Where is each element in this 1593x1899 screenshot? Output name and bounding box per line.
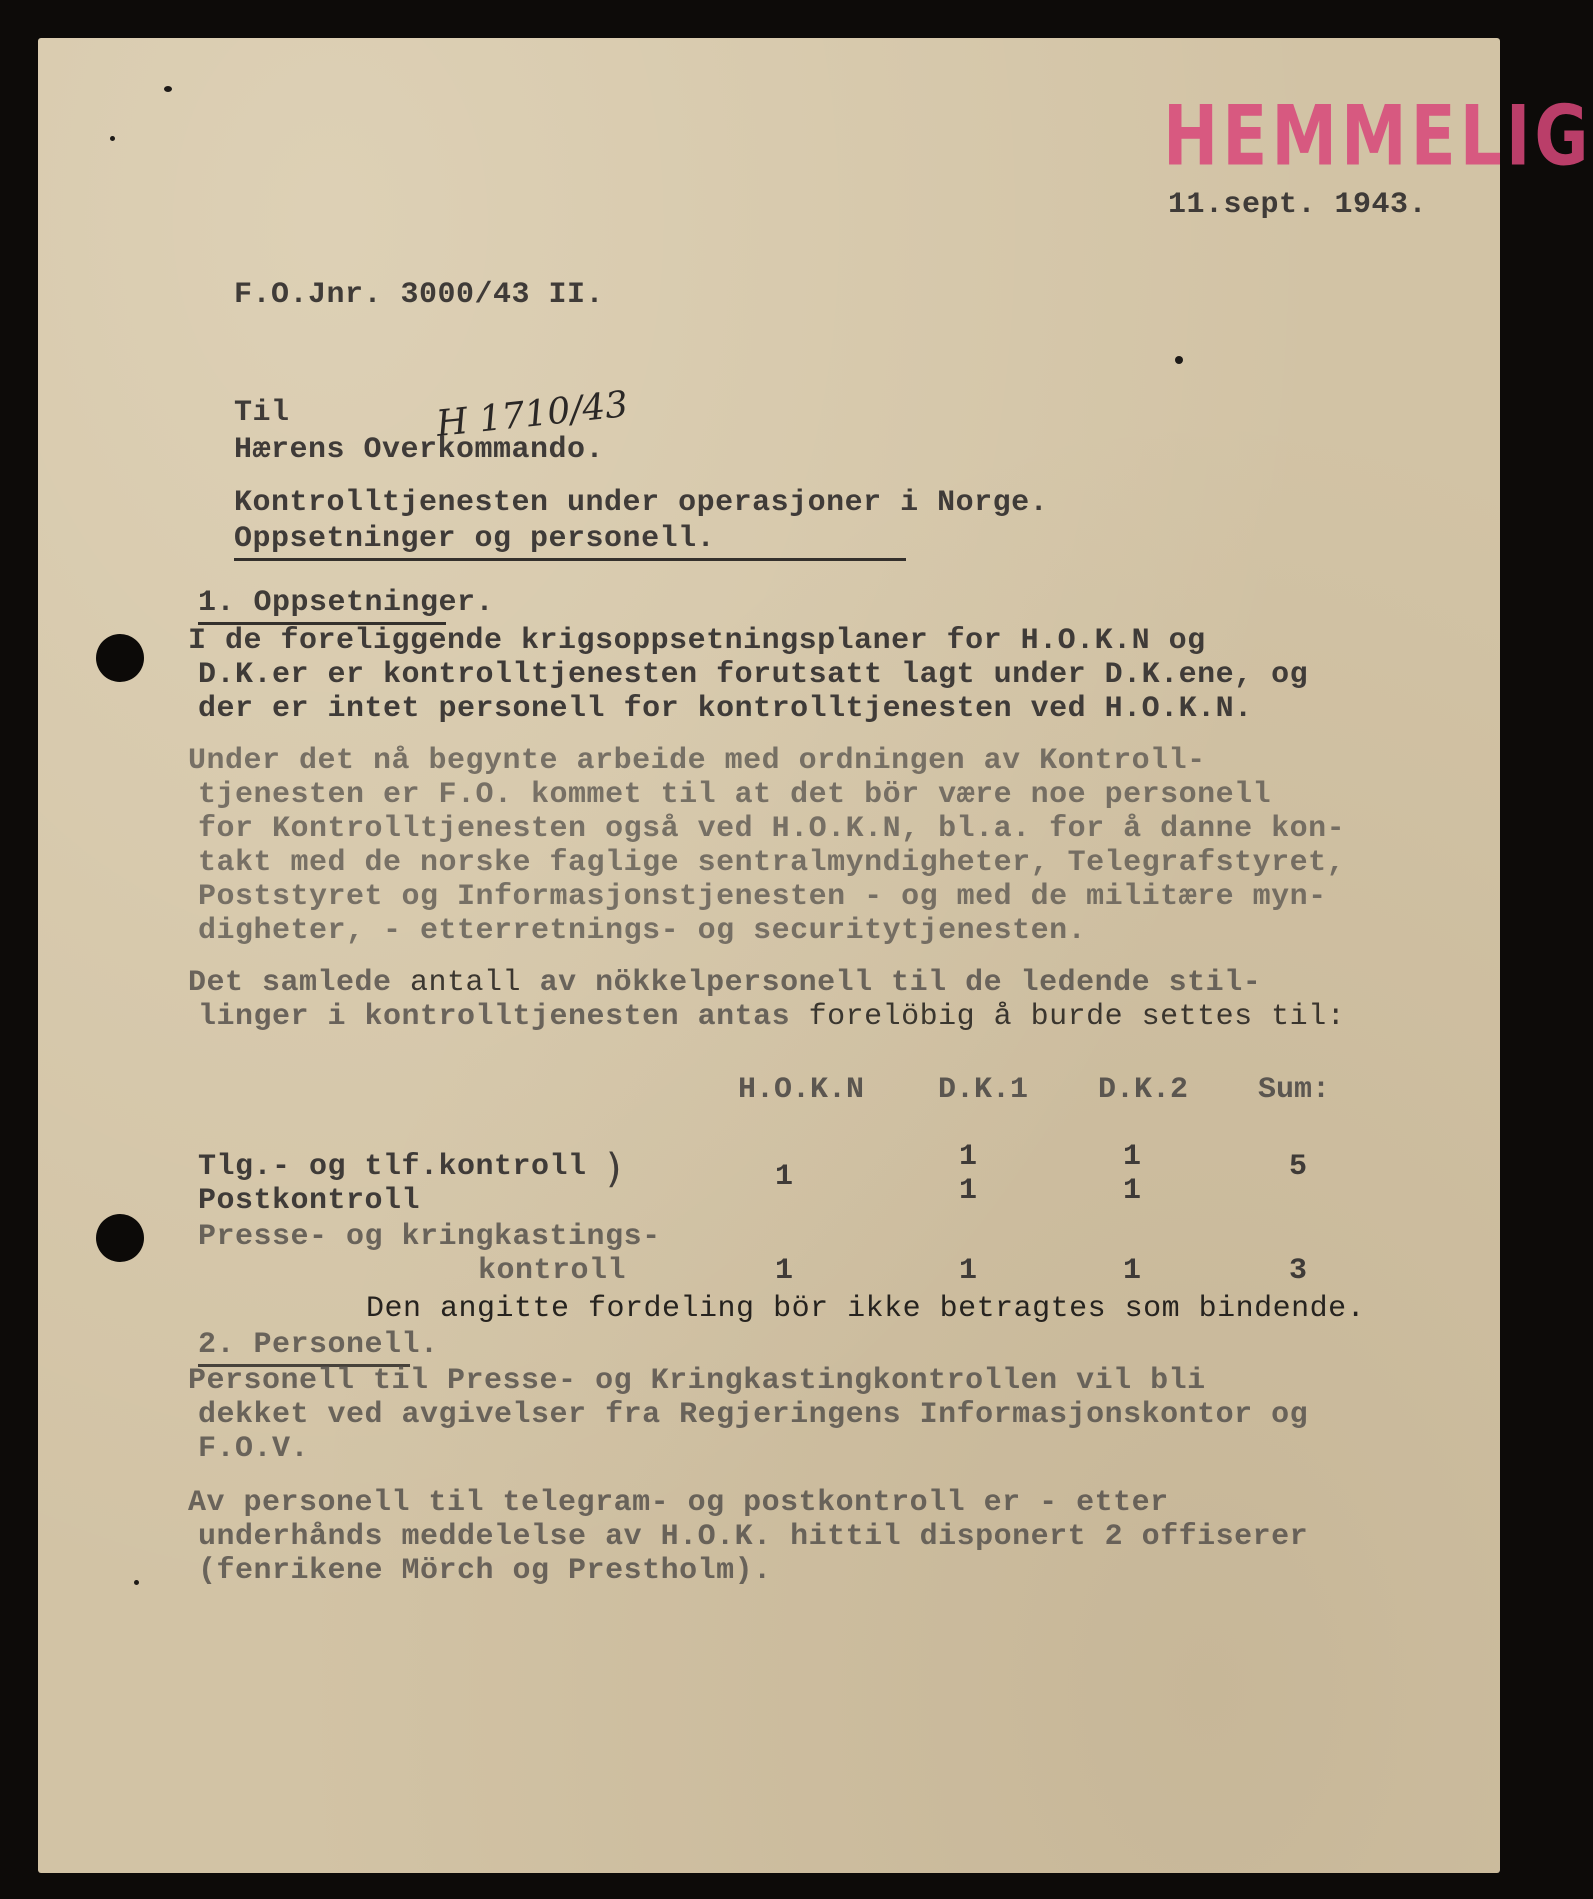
ink-speck bbox=[164, 86, 172, 92]
paragraph-line: F.O.V. bbox=[198, 1432, 310, 1466]
punch-hole bbox=[96, 1214, 144, 1262]
row-label: Tlg.- og tlf.kontroll bbox=[198, 1150, 587, 1184]
column-header: Sum: bbox=[1258, 1073, 1331, 1107]
punch-hole bbox=[96, 634, 144, 682]
document-page bbox=[38, 38, 1593, 1873]
paragraph-line: Under det nå begynte arbeide med ordningen av Kontroll- bbox=[188, 744, 1206, 778]
paragraph-line: Poststyret og Informasjonstjenesten - og med de militære myn- bbox=[198, 880, 1327, 914]
paragraph-text: linger i kontrolltjenesten antas bbox=[198, 1000, 809, 1034]
column-header: D.K.1 bbox=[938, 1073, 1029, 1107]
table-cell: 1 bbox=[1122, 1174, 1141, 1208]
table-cell: 1 bbox=[774, 1160, 793, 1194]
paragraph-text: Det samlede bbox=[188, 966, 411, 1000]
handwritten-registry-note: H 1710/43 bbox=[434, 384, 631, 445]
ink-speck bbox=[1175, 356, 1183, 364]
row-label: kontroll bbox=[478, 1254, 627, 1288]
section-1-heading: 1. Oppsetninger. bbox=[198, 586, 446, 625]
subject-line-2: Oppsetninger og personell. bbox=[234, 522, 906, 561]
recipient-line-1: Til bbox=[234, 396, 290, 430]
ink-speck bbox=[134, 1580, 139, 1585]
secret-stamp: HEMMELIG bbox=[1163, 88, 1593, 185]
inserted-text: antall bbox=[410, 966, 522, 1000]
row-label: Presse- og kringkastings- bbox=[198, 1220, 661, 1254]
paragraph-line: D.K.er er kontrolltjenesten forutsatt lagt under D.K.ene, og bbox=[198, 658, 1309, 692]
journal-reference: F.O.Jnr. 3000/43 II. bbox=[234, 278, 605, 312]
table-cell: 1 bbox=[958, 1254, 977, 1288]
paragraph-line: tjenesten er F.O. kommet til at det bör være noe personell bbox=[198, 778, 1272, 812]
letter-date: 11.sept. 1943. bbox=[1168, 188, 1428, 222]
paragraph-line: (fenrikene Mörch og Prestholm). bbox=[198, 1554, 772, 1588]
paragraph-line: takt med de norske faglige sentralmyndigheter, Telegrafstyret, bbox=[198, 846, 1346, 880]
paragraph-line: Av personell til telegram- og postkontroll er - etter bbox=[188, 1486, 1169, 1520]
table-cell: 1 bbox=[1122, 1140, 1141, 1174]
section-2-heading: 2. Personell. bbox=[198, 1328, 410, 1367]
table-cell: 1 bbox=[774, 1254, 793, 1288]
table-cell: 5 bbox=[1288, 1150, 1307, 1184]
paragraph-line: digheter, - etterretnings- og securitytjenesten. bbox=[198, 914, 1087, 948]
column-header: H.O.K.N bbox=[738, 1073, 865, 1107]
ink-speck bbox=[110, 136, 115, 141]
paragraph-text: av nökkelpersonell til de ledende stil- bbox=[521, 966, 1262, 1000]
subject-line-1: Kontrolltjenesten under operasjoner i Norge. bbox=[234, 486, 1049, 520]
table-cell: 3 bbox=[1288, 1254, 1307, 1288]
paragraph-line: for Kontrolltjenesten også ved H.O.K.N, bl.a. for å danne kon- bbox=[198, 812, 1346, 846]
paragraph-line: Personell til Presse- og Kringkastingkontrollen vil bli bbox=[188, 1364, 1206, 1398]
paragraph-line: der er intet personell for kontrolltjenesten ved H.O.K.N. bbox=[198, 692, 1253, 726]
table-cell: 1 bbox=[1122, 1254, 1141, 1288]
paragraph-line: underhånds meddelelse av H.O.K. hittil disponert 2 offiserer bbox=[198, 1520, 1309, 1554]
paragraph-line: dekket ved avgivelser fra Regjeringens Informasjonskontor og bbox=[198, 1398, 1309, 1432]
table-cell: 1 bbox=[958, 1174, 977, 1208]
brace-mark: ) bbox=[606, 1146, 622, 1192]
row-label: Postkontroll bbox=[198, 1184, 421, 1218]
recipient-line-2: Hærens Overkommando. bbox=[234, 433, 605, 467]
note-line: Den angitte fordeling bör ikke betragtes som bindende. bbox=[366, 1292, 1366, 1326]
inserted-text: forelöbig å burde settes til: bbox=[808, 1000, 1346, 1034]
table-cell: 1 bbox=[958, 1140, 977, 1174]
column-header: D.K.2 bbox=[1098, 1073, 1189, 1107]
paragraph-line: I de foreliggende krigsoppsetningsplaner for H.O.K.N og bbox=[188, 624, 1206, 658]
